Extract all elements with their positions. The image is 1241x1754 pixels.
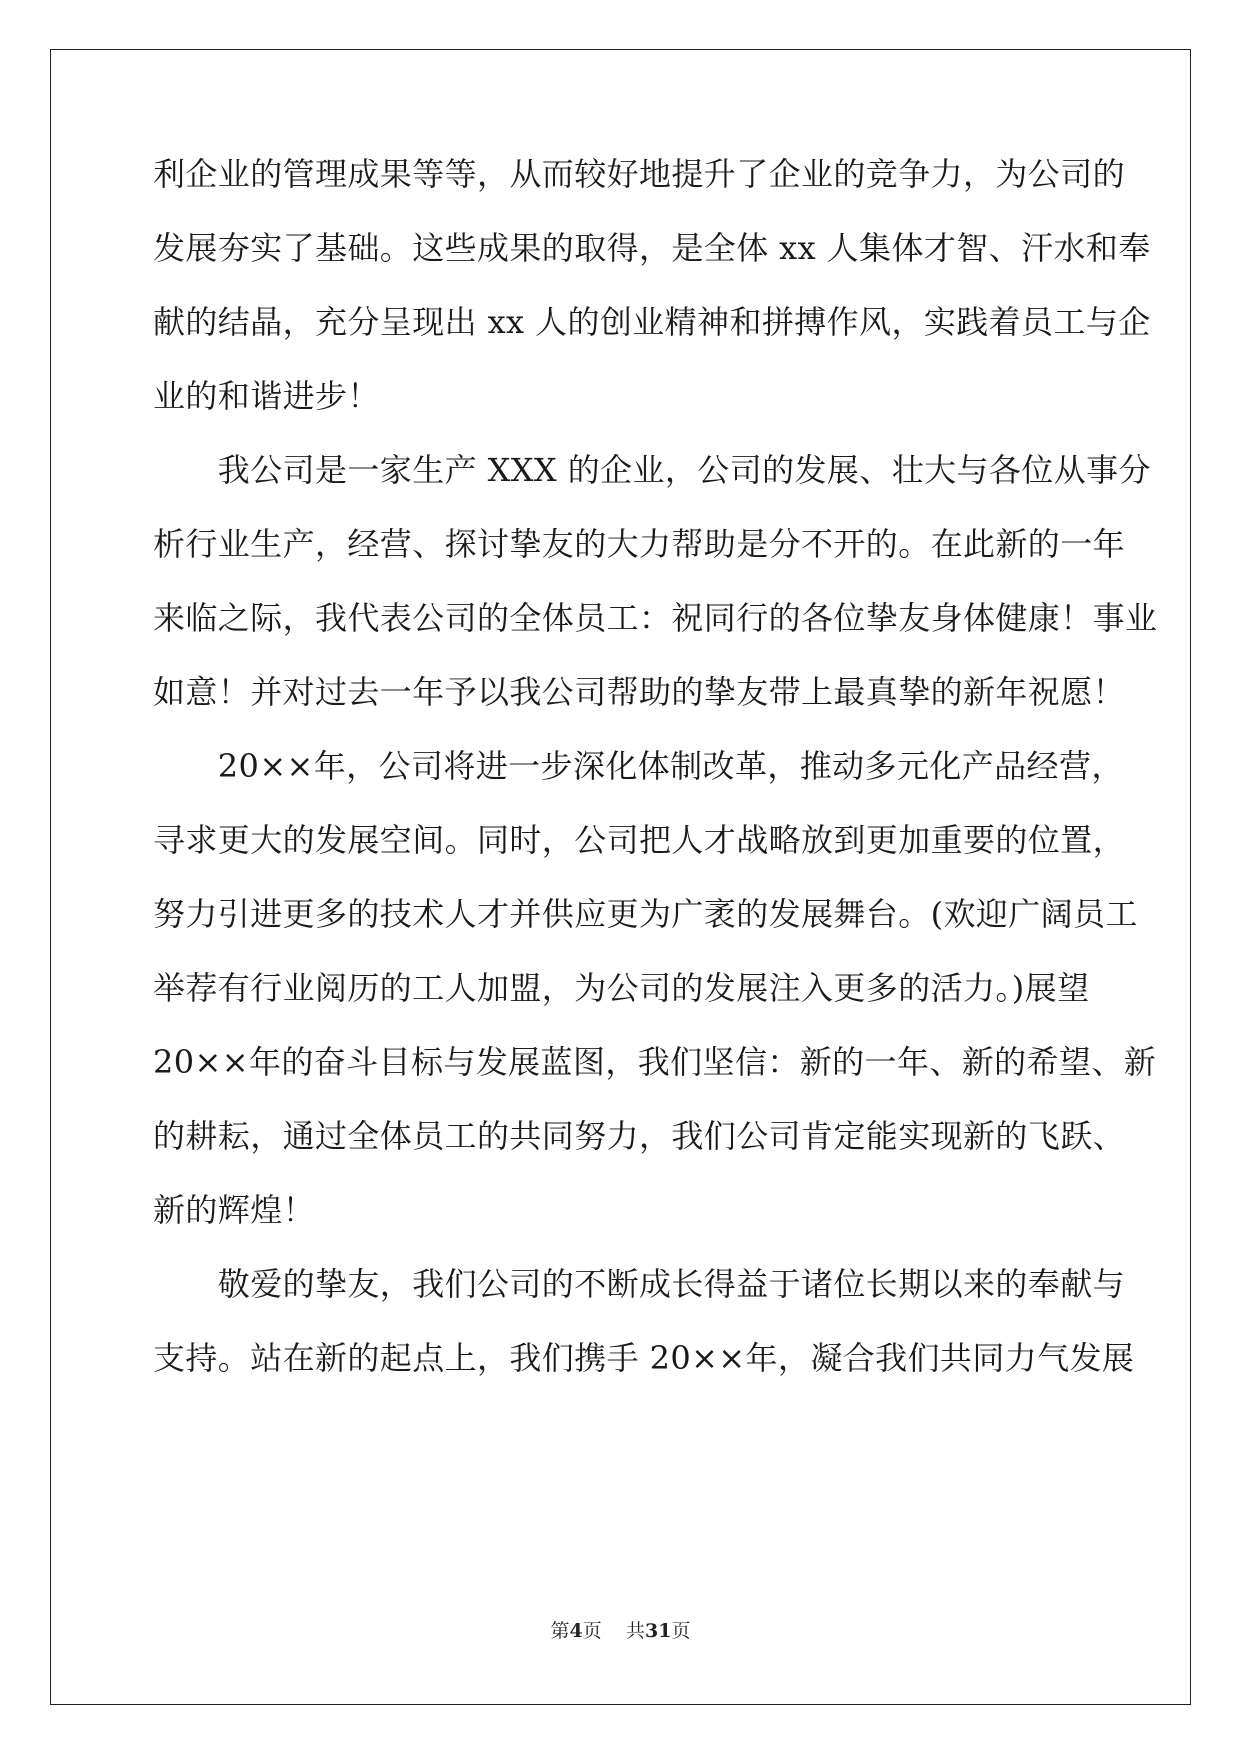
- text-line: 析行业生产，经营、探讨挚友的大力帮助是分不开的。在此新的一年: [153, 525, 1126, 563]
- page-number: 4: [569, 1620, 583, 1642]
- text-line: 业的和谐进步！: [153, 377, 380, 415]
- total-pages: 31: [644, 1620, 672, 1642]
- text-line: 如意！并对过去一年予以我公司帮助的挚友带上最真挚的新年祝愿！: [153, 673, 1126, 711]
- page-unit: 页: [582, 1620, 602, 1642]
- text-line: 20××年，公司将进一步深化体制改革，推动多元化产品经营，: [153, 747, 1124, 785]
- text-line: 的耕耘，通过全体员工的共同努力，我们公司肯定能实现新的飞跃、: [153, 1117, 1126, 1155]
- text-line: 努力引进更多的技术人才并供应更为广袤的发展舞台。(欢迎广阔员工: [153, 895, 1138, 933]
- text-line: 发展夯实了基础。这些成果的取得，是全体 xx 人集体才智、汗水和奉: [153, 229, 1151, 267]
- text-line: 敬爱的挚友，我们公司的不断成长得益于诸位长期以来的奉献与: [153, 1265, 1126, 1303]
- text-line: 新的辉煌！: [153, 1191, 316, 1229]
- text-line: 来临之际，我代表公司的全体员工：祝同行的各位挚友身体健康！事业: [153, 599, 1158, 637]
- text-line: 利企业的管理成果等等，从而较好地提升了企业的竞争力，为公司的: [153, 155, 1126, 193]
- text-line: 我公司是一家生产 XXX 的企业，公司的发展、壮大与各位从事分: [153, 451, 1151, 489]
- total-unit: 页: [671, 1620, 691, 1642]
- text-line: 支持。站在新的起点上，我们携手 20××年，凝合我们共同力气发展: [153, 1339, 1135, 1377]
- page-footer: [0, 1616, 1241, 1643]
- text-line: 20××年的奋斗目标与发展蓝图，我们坚信：新的一年、新的希望、新: [153, 1043, 1157, 1081]
- text-line: 献的结晶，充分呈现出 xx 人的创业精神和拼搏作风，实践着员工与企: [153, 303, 1151, 341]
- total-prefix: 共: [625, 1620, 645, 1642]
- text-line: 举荐有行业阅历的工人加盟，为公司的发展注入更多的活力。)展望: [153, 969, 1090, 1007]
- text-line: 寻求更大的发展空间。同时，公司把人才战略放到更加重要的位置，: [153, 821, 1126, 859]
- page-prefix: 第: [550, 1620, 570, 1642]
- page-border: [50, 49, 1191, 1705]
